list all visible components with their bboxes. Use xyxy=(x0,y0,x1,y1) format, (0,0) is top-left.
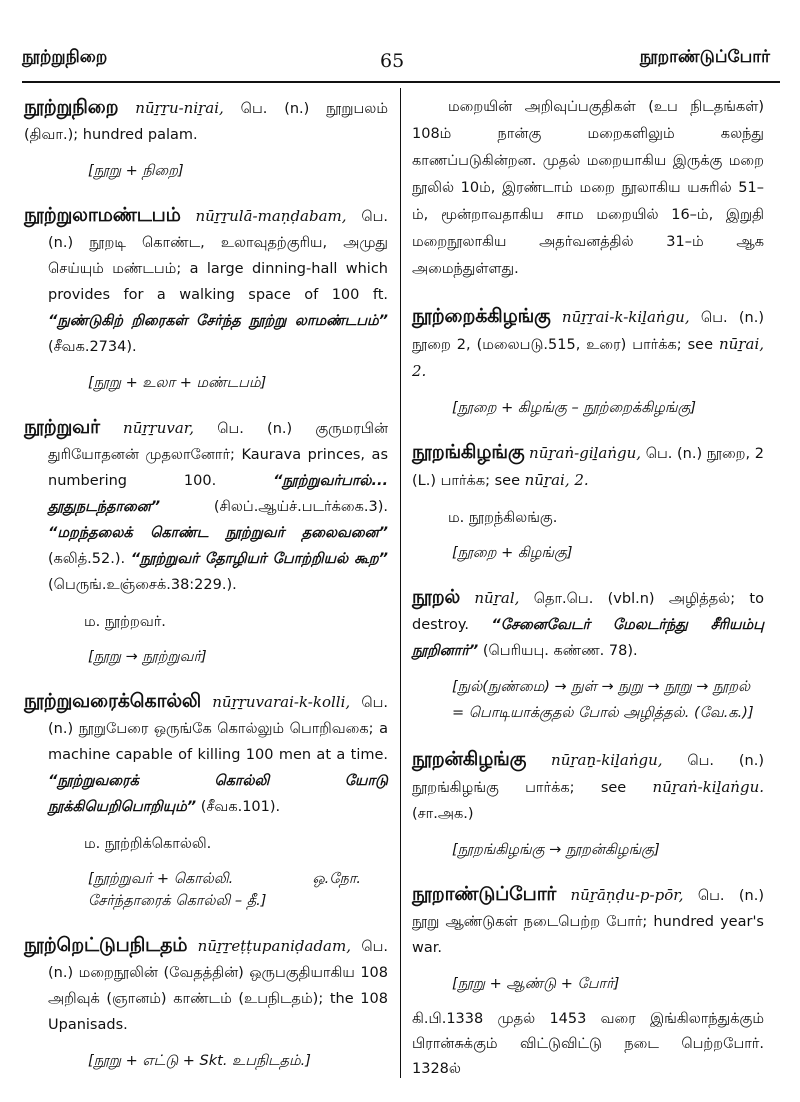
citation-source: (பெரியபு. கண்ண. 78). xyxy=(482,643,638,659)
headword: நூற்றைக்கிழங்கு xyxy=(412,305,551,327)
etymology: [நூறு + உலா + மண்டபம்] xyxy=(88,375,267,391)
etymology-compare: ஒ.நோ. xyxy=(312,871,362,887)
page-number: 65 xyxy=(380,50,405,72)
right-guide-word: நூறாண்டுப்போர் xyxy=(639,47,770,67)
transliteration: nūṟṟeṭṭupaniḍadam, xyxy=(197,937,351,955)
transliteration: nūṟal, xyxy=(474,589,520,607)
citation-quote: “மறந்தலைக் கொண்ட நூற்றுவர் தலைவனை” xyxy=(48,525,388,541)
transliteration: nūṟṟulā-maṇḍabam, xyxy=(195,207,347,225)
dictionary-entry xyxy=(412,584,764,726)
headword: நூற்றுநிறை xyxy=(24,96,119,118)
column-divider xyxy=(400,88,401,1078)
etymology: [நூறு + ஆண்டு + போர்] xyxy=(452,976,620,992)
dictionary-entry xyxy=(24,932,388,1072)
citation-source: (சிலப்.ஆய்ச்.படர்க்கை.3). xyxy=(213,499,388,515)
dictionary-entry xyxy=(412,439,764,564)
transliteration: nūṟāṇḍu-p-pōr, xyxy=(570,886,684,904)
definition: பெ. (n.) நூறை 2, (மலைபடு.515, உரை) பார்க்க; see xyxy=(412,310,764,353)
page-header xyxy=(0,0,800,80)
etymology: [நூறை + கிழங்கு] xyxy=(452,545,573,561)
citation-source: (பெருங்.உஞ்சைக்.38:229.). xyxy=(48,577,237,593)
paragraph-text: மறையின் அறிவுப்பகுதிகள் (உப நிடதங்கள்) 108ம் நான்கு மறைகளிலும் கலந்து காணப்படுகின்றன. முதல் மறையாகிய இருக்கு மறை நூலில் 10ம், இரண்டாம் மறை நூலாகிய யசுரில் 51–ம், மூன்றாவதாகிய சாம மறையில் 16–ம், இறுதி மறைநூலாகிய அதர்வனத்தில் 31–ம் ஆக அமைந்துள்ளது. xyxy=(412,99,764,277)
definition: பெ. (n.) குருமரபின் துரியோதனன் முதலானோர்; Kaurava princes, as numbering 100. xyxy=(48,421,389,489)
etymology: [நூறு → நூற்றுவர்] xyxy=(88,649,207,665)
dictionary-entry xyxy=(412,881,764,1082)
headword: நூறாண்டுப்போர் xyxy=(412,883,557,905)
citation-source: (சீவக.101). xyxy=(200,799,281,815)
definition: பெ. (n.) நூறுபலம் (திவா.); hundred palam. xyxy=(24,101,389,143)
definition: தொ.பெ. (vbl.n) அழித்தல்; to destroy. xyxy=(412,591,764,633)
citation-quote: “நுண்டுகிற் றிரைகள் சேர்ந்த நூற்று லாமண்டபம்” xyxy=(48,313,388,329)
continued-paragraph xyxy=(412,94,764,283)
etymology: [நூறை + கிழங்கு – நூற்றைக்கிழங்கு] xyxy=(452,400,697,416)
dictionary-entry xyxy=(412,746,764,861)
citation-source: (கலித்.52.). xyxy=(48,551,126,567)
etymology-part: [நூற்றுவர் + கொல்லி. xyxy=(88,871,234,887)
transliteration: nūṟaṅ-giḻaṅgu, xyxy=(529,444,642,462)
left-guide-word: நூற்றுநிறை xyxy=(22,47,108,67)
headword: நூறல் xyxy=(412,586,461,608)
right-column xyxy=(412,94,764,1102)
see-reference: nūṟai, 2. xyxy=(412,335,765,380)
definition: பெ. (n.) மறைநூலின் (வேதத்தின்) ஒருபகுதியாகிய 108 அறிவுக் (ஞானம்) காண்டம் (உபநிடதம்); the 108 Upanisads. xyxy=(48,939,388,1033)
see-reference: nūṟai, 2. xyxy=(524,471,589,489)
etymology xyxy=(88,868,388,912)
dictionary-entry xyxy=(24,94,389,182)
transliteration: nūṟṟai-k-kiḻaṅgu, xyxy=(561,308,690,326)
etymology: [நூறு + நிறை] xyxy=(88,163,184,179)
malayalam-cognate: ம. நூற்றவர். xyxy=(84,614,166,630)
citation-quote: “நூற்றுவரைக் கொல்லி யோடு நூக்கியெறிபொறியும்” xyxy=(48,773,388,815)
citation-quote: “நூற்றுவர் தோழியர் போற்றியல் கூற” xyxy=(130,551,388,567)
header-rule xyxy=(22,81,780,83)
malayalam-cognate: ம. நூற்றிக்கொல்லி. xyxy=(84,836,212,852)
citation-source: (சீவக.2734). xyxy=(48,339,137,355)
definition: பெ. (n.) நூறடி கொண்ட, உலாவுதற்குரிய, அமுது செய்யும் மண்டபம்; a large dinning-hall which provides for a walking space of 100 ft. xyxy=(48,209,389,303)
citation-quote: “சேனைவேடர் மேலடர்ந்து சீரியம்பு நூறினார்” xyxy=(412,617,764,659)
definition: பெ. (n.) நூறு ஆண்டுகள் நடைபெற்ற போர்; hundred year's war. xyxy=(412,888,764,956)
historical-note: கி.பி.1338 முதல் 1453 வரை இங்கிலாந்துக்கும் பிரான்சுக்கும் விட்டுவிட்டு நடை பெற்றபோர். 1328ல் xyxy=(412,1011,764,1077)
transliteration: nūṟṟu-niṟai, xyxy=(135,99,224,117)
headword: நூறன்கிழங்கு xyxy=(412,748,527,770)
definition: பெ. (n.) நூறை, 2 (L.) பார்க்க; see xyxy=(412,446,765,489)
etymology: [நூறங்கிழங்கு → நூறன்கிழங்கு] xyxy=(452,842,660,858)
see-reference: nūṟaṅ-kiḻaṅgu. xyxy=(652,778,764,796)
citation-source: (சா.அக.) xyxy=(412,806,474,822)
dictionary-entry xyxy=(412,303,764,419)
dictionary-entry xyxy=(24,688,388,912)
malayalam-cognate: ம. நூறந்கிலங்கு. xyxy=(448,510,558,526)
headword: நூற்றுவர் xyxy=(24,416,100,438)
definition: பெ. (n.) நூறங்கிழங்கு பார்க்க; see xyxy=(412,753,764,796)
headword: நூற்றெட்டுபநிடதம் xyxy=(24,934,188,956)
etymology: [நுல்(நுண்மை) → நுள் → நுறு → நூறு → நூறல் = பொடியாக்குதல் போல் அழித்தல். (வே.க.)] xyxy=(452,679,754,721)
transliteration: nūṟaṉ-kiḻaṅgu, xyxy=(551,751,663,769)
headword: நூற்றுவரைக்கொல்லி xyxy=(24,690,202,712)
dictionary-entry xyxy=(24,414,389,668)
citation-quote: “நூற்றுவர்பால்... தூதுநடந்தானை” xyxy=(48,473,388,515)
headword: நூற்றுலாமண்டபம் xyxy=(24,204,181,226)
etymology-part: சேர்ந்தாரைக் கொல்லி – தீ.] xyxy=(88,893,267,909)
definition: பெ. (n.) நூறுபேரை ஒருங்கே கொல்லும் பொறிவகை; a machine capable of killing 100 men at a time. xyxy=(48,695,388,763)
etymology: [நூறு + எட்டு + Skt. உபநிடதம்.] xyxy=(88,1053,311,1069)
transliteration: nūṟṟuvarai-k-kolli, xyxy=(212,693,351,711)
headword: நூறங்கிழங்கு xyxy=(412,441,525,463)
dictionary-entry xyxy=(24,202,389,394)
transliteration: nūṟṟuvar, xyxy=(123,419,195,437)
left-column xyxy=(24,94,389,1092)
